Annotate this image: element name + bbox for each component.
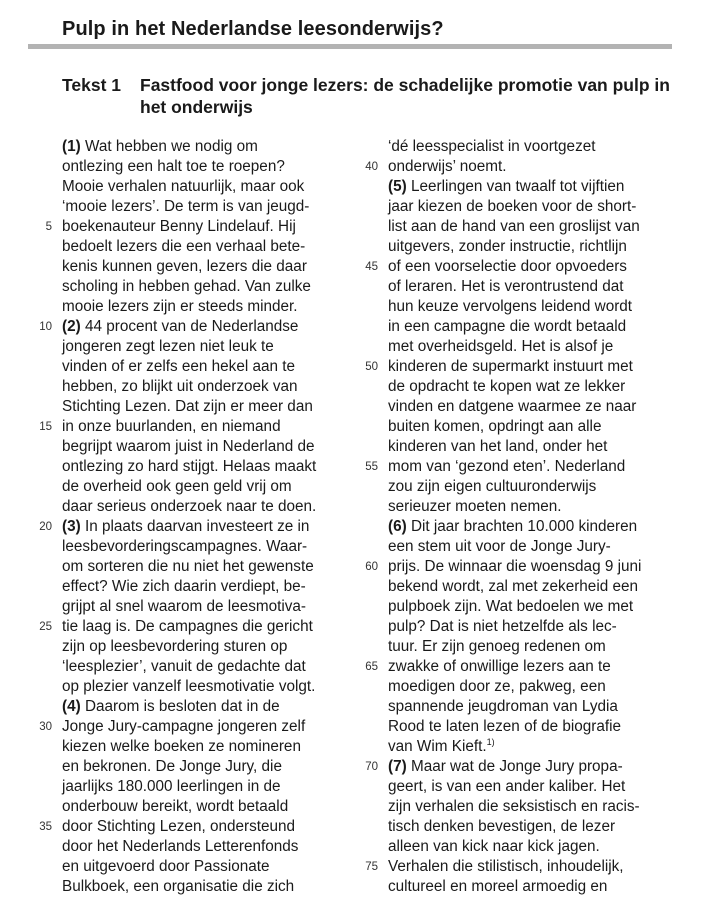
line-text: pulpboek zijn. Wat bedoelen we met (388, 598, 634, 615)
line-text: daar serieus onderzoek naar te doen. (62, 498, 317, 515)
line-text: In plaats daarvan investeert ze in (80, 518, 310, 535)
text-line (39, 317, 352, 337)
text-line (365, 357, 688, 377)
text-line (365, 557, 688, 577)
paragraph-number: (1) (62, 138, 81, 155)
text-line (62, 177, 352, 197)
text-line (388, 697, 688, 717)
line-text: of leraren. Het is verontrustend dat (388, 278, 624, 295)
line-number: 5 (45, 221, 52, 233)
line-text: met overheidsgeld. Het is alsof je (388, 338, 614, 355)
line-text: grijpt al snel waarom de leesmotiva- (62, 598, 307, 615)
text-line (388, 397, 688, 417)
line-text: list aan de hand van een groslijst van (388, 218, 640, 235)
line-text: kinderen de supermarkt instuurt met (388, 358, 633, 375)
paragraph-number: (5) (388, 178, 407, 195)
text-line (388, 237, 688, 257)
line-text: op plezier vanzelf leesmotivatie volgt. (62, 678, 316, 695)
line-number: 75 (365, 861, 378, 873)
text-line (62, 137, 352, 157)
line-text: in onze buurlanden, en niemand (62, 418, 281, 435)
text-line (62, 437, 352, 457)
text-line (388, 637, 688, 657)
text-line (62, 797, 352, 817)
line-text: hun keuze vervolgens leidend wordt (388, 298, 633, 315)
text-line (62, 677, 352, 697)
line-text: Stichting Lezen. Dat zijn er meer dan (62, 398, 313, 415)
line-text: mom van ‘gezond eten’. Nederland (388, 458, 626, 475)
line-number: 70 (365, 761, 378, 773)
text-line (388, 417, 688, 437)
text-line (62, 597, 352, 617)
text-line (388, 537, 688, 557)
paragraph-number: (4) (62, 698, 81, 715)
line-text: cultureel en moreel armoedig en (388, 878, 608, 895)
line-text: Bulkboek, een organisatie die zich (62, 878, 295, 895)
text-line (388, 717, 688, 737)
text-line (388, 437, 688, 457)
text-line (388, 217, 688, 237)
line-text: of een voorselectie door opvoeders (388, 258, 627, 275)
line-text: begrijpt waarom juist in Nederland de (62, 438, 315, 455)
line-text: leesbevorderingscampagnes. Waar- (62, 538, 308, 555)
text-line (62, 297, 352, 317)
text-line (62, 657, 352, 677)
line-text: Dit jaar brachten 10.000 kinderen (406, 518, 638, 535)
line-text: pulp? Dat is niet hetzelfde als lec- (388, 618, 617, 635)
text-line (62, 877, 352, 897)
line-text: zijn verhalen die seksistisch en racis- (388, 798, 640, 815)
text-line (388, 517, 688, 537)
text-line (62, 357, 352, 377)
line-text: ‘mooie lezers’. De term is van jeugd- (62, 198, 310, 215)
text-line (388, 597, 688, 617)
text-line (62, 537, 352, 557)
text-line (62, 857, 352, 877)
text-line (388, 497, 688, 517)
line-text: vinden of er zelfs een hekel aan te (62, 358, 296, 375)
text-line (39, 517, 352, 537)
line-text: serieuzer moeten nemen. (388, 498, 562, 515)
text-line (62, 637, 352, 657)
line-text: zwakke of onwillige lezers aan te (388, 658, 611, 675)
line-text: jaarlijks 180.000 leerlingen in de (62, 778, 281, 795)
line-text: buiten komen, opdringt aan alle (388, 418, 602, 435)
line-text: Wat hebben we nodig om (80, 138, 258, 155)
line-text: zijn op leesbevordering sturen op (62, 638, 288, 655)
line-number: 60 (365, 561, 378, 573)
text-line (45, 217, 352, 237)
line-number: 65 (365, 661, 378, 673)
line-text: ‘dé leesspecialist in voortgezet (388, 138, 596, 155)
text-line (62, 457, 352, 477)
text-line (365, 757, 688, 777)
text-line (388, 617, 688, 637)
line-number: 35 (39, 821, 52, 833)
text-line (62, 257, 352, 277)
line-text: mooie lezers zijn er steeds minder. (62, 298, 298, 315)
line-text: door het Nederlands Letterenfonds (62, 838, 299, 855)
text-line (62, 477, 352, 497)
line-text: geert, is van een ander kaliber. Het (388, 778, 626, 795)
text-line (62, 277, 352, 297)
line-text: scholing in hebben gehad. Van zulke (62, 278, 311, 295)
line-text: ‘leesplezier’, vanuit de gedachte dat (62, 658, 306, 675)
text-line (388, 837, 688, 857)
line-number: 20 (39, 521, 52, 533)
text-line (365, 257, 688, 277)
line-text: van Wim Kieft. (388, 738, 487, 755)
text-line (62, 577, 352, 597)
text-line (388, 817, 688, 837)
line-text: uitgevers, zonder instructie, richtlijn (388, 238, 627, 255)
line-number: 50 (365, 361, 378, 373)
line-text: de overheid ook geen geld vrij om (62, 478, 292, 495)
text-line (365, 457, 688, 477)
line-text: jongeren zegt lezen niet leuk te (62, 338, 274, 355)
title-rule (28, 44, 672, 49)
text-line (62, 557, 352, 577)
line-number: 55 (365, 461, 378, 473)
text-line (388, 317, 688, 337)
text-line (39, 717, 352, 737)
text-line (388, 877, 688, 897)
line-text: boekenauteur Benny Lindelauf. Hij (62, 218, 296, 235)
text-line (62, 757, 352, 777)
line-text: 44 procent van de Nederlandse (80, 318, 299, 335)
line-text: onderbouw bereikt, wordt betaald (62, 798, 289, 815)
text-line (388, 197, 688, 217)
text-line (62, 197, 352, 217)
line-text: Leerlingen van twaalf tot vijftien (406, 178, 625, 195)
line-text: Mooie verhalen natuurlijk, maar ook (62, 178, 305, 195)
text-line (388, 297, 688, 317)
text-line (39, 817, 352, 837)
text-line (62, 157, 352, 177)
line-text: in een campagne die wordt betaald (388, 318, 627, 335)
right-column (365, 137, 688, 897)
line-text: om sorteren die nu niet het gewenste (62, 558, 314, 575)
text-line (388, 797, 688, 817)
left-column (39, 137, 352, 897)
line-number: 40 (365, 161, 378, 173)
line-number: 10 (39, 321, 52, 333)
line-text: tuur. Er zijn genoeg redenen om (388, 638, 606, 655)
line-text: zou zijn eigen cultuuronderwijs (388, 478, 597, 495)
footnote-marker: 1) (486, 736, 495, 747)
paragraph-number: (6) (388, 518, 407, 535)
line-text: Verhalen die stilistisch, inhoudelijk, (388, 858, 624, 875)
text-line (388, 337, 688, 357)
line-number: 30 (39, 721, 52, 733)
line-text: ontlezing zo hard stijgt. Helaas maakt (62, 458, 317, 475)
paragraph-number: (3) (62, 518, 81, 535)
page-title: Pulp in het Nederlandse leesonderwijs? (62, 18, 444, 40)
line-text: prijs. De winnaar die woensdag 9 juni (388, 558, 642, 575)
text-line (62, 377, 352, 397)
line-text: kinderen van het land, onder het (388, 438, 608, 455)
paragraph-number: (2) (62, 318, 81, 335)
line-text: Daarom is besloten dat in de (80, 698, 280, 715)
line-text: tie laag is. De campagnes die gericht (62, 618, 313, 635)
text-line (388, 137, 688, 157)
text-title: Fastfood voor jonge lezers: de schadelijke promotie van pulp in het onderwijs (140, 75, 670, 117)
line-text: Jonge Jury-campagne jongeren zelf (62, 718, 306, 735)
text-label: Tekst 1 (62, 75, 122, 95)
line-text: kiezen welke boeken ze nomineren (62, 738, 301, 755)
line-text: spannende jeugdroman van Lydia (388, 698, 618, 715)
text-line (365, 857, 688, 877)
text-line (388, 777, 688, 797)
text-line (388, 277, 688, 297)
text-line (388, 677, 688, 697)
line-text: bedoelt lezers die een verhaal bete- (62, 238, 306, 255)
text-line (39, 617, 352, 637)
line-text: hebben, zo blijkt uit onderzoek van (62, 378, 298, 395)
line-text: door Stichting Lezen, ondersteund (62, 818, 296, 835)
line-text: kenis kunnen geven, lezers die daar (62, 258, 307, 275)
text-line (62, 237, 352, 257)
line-text: moedigen door ze, pakweg, een (388, 678, 606, 695)
text-line (62, 837, 352, 857)
line-text: en uitgevoerd door Passionate (62, 858, 270, 875)
text-line (388, 577, 688, 597)
line-text: effect? Wie zich daarin verdiept, be- (62, 578, 306, 595)
line-text: bekend wordt, zal met zekerheid een (388, 578, 638, 595)
line-text: jaar kiezen de boeken voor de short- (388, 198, 637, 215)
line-text: vinden en datgene waarmee ze naar (388, 398, 637, 415)
paragraph-number: (7) (388, 758, 407, 775)
text-line (62, 497, 352, 517)
line-text: alleen van kick naar kick jagen. (388, 838, 600, 855)
line-text: Maar wat de Jonge Jury propa- (406, 758, 623, 775)
text-line (365, 157, 688, 177)
text-line (62, 697, 352, 717)
text-line (388, 477, 688, 497)
line-text: de opdracht te kopen wat ze lekker (388, 378, 626, 395)
line-text: een stem uit voor de Jonge Jury- (388, 538, 611, 555)
text-line (388, 377, 688, 397)
text-line (62, 337, 352, 357)
line-number: 15 (39, 421, 52, 433)
text-line (365, 657, 688, 677)
line-text: ontlezing een halt toe te roepen? (62, 158, 285, 175)
text-line (388, 177, 688, 197)
line-text: Rood te laten lezen of de biografie (388, 718, 622, 735)
text-line (62, 777, 352, 797)
text-line (62, 737, 352, 757)
text-line (39, 417, 352, 437)
text-line (388, 737, 688, 757)
text-line (62, 397, 352, 417)
line-text: tisch denken bevestigen, de lezer (388, 818, 616, 835)
line-number: 25 (39, 621, 52, 633)
line-text: en bekronen. De Jonge Jury, die (62, 758, 282, 775)
line-text: onderwijs’ noemt. (388, 158, 507, 175)
line-number: 45 (365, 261, 378, 273)
